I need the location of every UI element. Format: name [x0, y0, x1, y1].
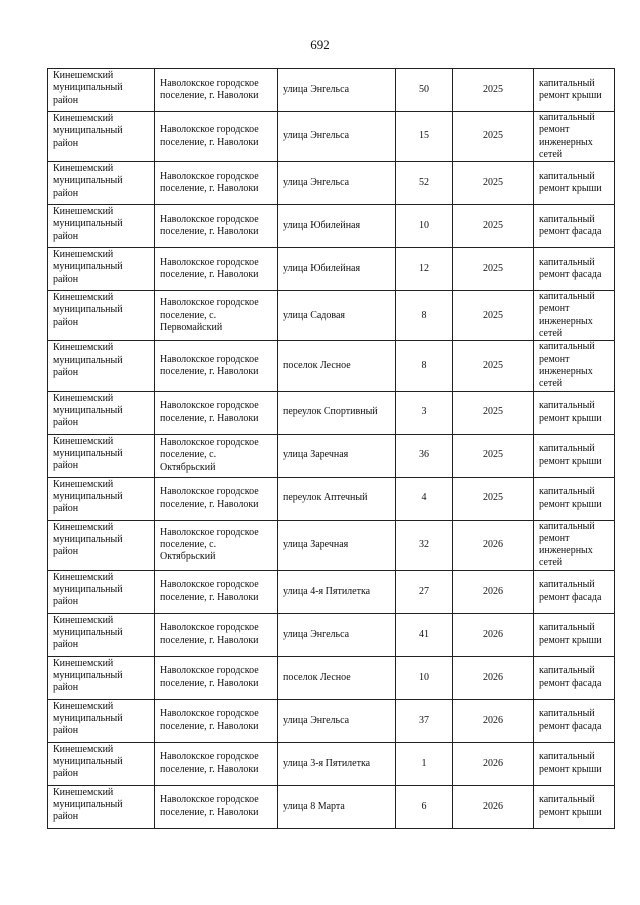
year-cell: 2025 — [453, 434, 534, 477]
table-row — [48, 391, 615, 434]
work-type-cell: капитальный ремонт инженерных сетей — [534, 520, 615, 570]
settlement-cell: Наволокское городское поселение, г. Наволоки — [155, 162, 278, 205]
house-number-cell: 8 — [396, 341, 453, 391]
work-type-cell: капитальный ремонт крыши — [534, 391, 615, 434]
table-row — [48, 656, 615, 699]
year-cell: 2026 — [453, 742, 534, 785]
work-type-cell: капитальный ремонт крыши — [534, 742, 615, 785]
table-body — [48, 69, 615, 829]
street-cell: улица 4-я Пятилетка — [278, 570, 396, 613]
street-cell: улица Энгельса — [278, 69, 396, 112]
year-cell: 2025 — [453, 162, 534, 205]
work-type-cell: капитальный ремонт фасада — [534, 205, 615, 248]
work-type-cell: капитальный ремонт фасада — [534, 699, 615, 742]
table-row — [48, 785, 615, 828]
settlement-cell: Наволокское городское поселение, г. Наволоки — [155, 341, 278, 391]
settlement-cell: Наволокское городское поселение, г. Наволоки — [155, 477, 278, 520]
street-cell: улица Юбилейная — [278, 205, 396, 248]
house-number-cell: 52 — [396, 162, 453, 205]
house-number-cell: 27 — [396, 570, 453, 613]
work-type-cell: капитальный ремонт инженерных сетей — [534, 341, 615, 391]
year-cell: 2026 — [453, 785, 534, 828]
table-row — [48, 477, 615, 520]
street-cell: улица Юбилейная — [278, 248, 396, 291]
table-row — [48, 699, 615, 742]
district-cell: Кинешемский муниципальный район — [48, 291, 155, 341]
table-row — [48, 69, 615, 112]
house-number-cell: 15 — [396, 112, 453, 162]
table-row — [48, 341, 615, 391]
house-number-cell: 6 — [396, 785, 453, 828]
year-cell: 2025 — [453, 248, 534, 291]
street-cell: поселок Лесное — [278, 656, 396, 699]
street-cell: улица 8 Марта — [278, 785, 396, 828]
district-cell: Кинешемский муниципальный район — [48, 162, 155, 205]
table-row — [48, 205, 615, 248]
district-cell: Кинешемский муниципальный район — [48, 477, 155, 520]
street-cell: улица Энгельса — [278, 162, 396, 205]
district-cell: Кинешемский муниципальный район — [48, 570, 155, 613]
district-cell: Кинешемский муниципальный район — [48, 112, 155, 162]
year-cell: 2025 — [453, 205, 534, 248]
house-number-cell: 37 — [396, 699, 453, 742]
work-type-cell: капитальный ремонт фасада — [534, 570, 615, 613]
house-number-cell: 3 — [396, 391, 453, 434]
year-cell: 2025 — [453, 291, 534, 341]
settlement-cell: Наволокское городское поселение, г. Наволоки — [155, 112, 278, 162]
year-cell: 2025 — [453, 341, 534, 391]
street-cell: улица Садовая — [278, 291, 396, 341]
settlement-cell: Наволокское городское поселение, г. Наволоки — [155, 205, 278, 248]
street-cell: улица Энгельса — [278, 112, 396, 162]
house-number-cell: 12 — [396, 248, 453, 291]
year-cell: 2025 — [453, 112, 534, 162]
house-number-cell: 1 — [396, 742, 453, 785]
settlement-cell: Наволокское городское поселение, г. Наволоки — [155, 613, 278, 656]
district-cell: Кинешемский муниципальный район — [48, 69, 155, 112]
settlement-cell: Наволокское городское поселение, г. Наволоки — [155, 656, 278, 699]
street-cell: улица Энгельса — [278, 613, 396, 656]
year-cell: 2025 — [453, 391, 534, 434]
house-number-cell: 10 — [396, 656, 453, 699]
settlement-cell: Наволокское городское поселение, г. Наволоки — [155, 699, 278, 742]
year-cell: 2025 — [453, 477, 534, 520]
street-cell: улица 3-я Пятилетка — [278, 742, 396, 785]
district-cell: Кинешемский муниципальный район — [48, 434, 155, 477]
district-cell: Кинешемский муниципальный район — [48, 699, 155, 742]
street-cell: переулок Спортивный — [278, 391, 396, 434]
year-cell: 2026 — [453, 656, 534, 699]
house-number-cell: 36 — [396, 434, 453, 477]
table-row — [48, 742, 615, 785]
year-cell: 2026 — [453, 570, 534, 613]
street-cell: поселок Лесное — [278, 341, 396, 391]
housing-repair-table — [47, 68, 615, 829]
district-cell: Кинешемский муниципальный район — [48, 205, 155, 248]
house-number-cell: 4 — [396, 477, 453, 520]
table-row — [48, 112, 615, 162]
house-number-cell: 32 — [396, 520, 453, 570]
work-type-cell: капитальный ремонт крыши — [534, 613, 615, 656]
street-cell: улица Энгельса — [278, 699, 396, 742]
house-number-cell: 50 — [396, 69, 453, 112]
year-cell: 2026 — [453, 613, 534, 656]
work-type-cell: капитальный ремонт крыши — [534, 434, 615, 477]
work-type-cell: капитальный ремонт крыши — [534, 162, 615, 205]
street-cell: переулок Аптечный — [278, 477, 396, 520]
house-number-cell: 41 — [396, 613, 453, 656]
district-cell: Кинешемский муниципальный район — [48, 248, 155, 291]
house-number-cell: 8 — [396, 291, 453, 341]
street-cell: улица Заречная — [278, 520, 396, 570]
settlement-cell: Наволокское городское поселение, г. Наволоки — [155, 391, 278, 434]
page-number: 692 — [310, 37, 330, 52]
work-type-cell: капитальный ремонт крыши — [534, 477, 615, 520]
settlement-cell: Наволокское городское поселение, г. Наволоки — [155, 248, 278, 291]
table-row — [48, 613, 615, 656]
district-cell: Кинешемский муниципальный район — [48, 341, 155, 391]
table-row — [48, 291, 615, 341]
district-cell: Кинешемский муниципальный район — [48, 391, 155, 434]
district-cell: Кинешемский муниципальный район — [48, 520, 155, 570]
table-row — [48, 520, 615, 570]
settlement-cell: Наволокское городское поселение, с. Октябрьский — [155, 434, 278, 477]
table-row — [48, 162, 615, 205]
district-cell: Кинешемский муниципальный район — [48, 613, 155, 656]
district-cell: Кинешемский муниципальный район — [48, 742, 155, 785]
work-type-cell: капитальный ремонт инженерных сетей — [534, 291, 615, 341]
settlement-cell: Наволокское городское поселение, г. Наволоки — [155, 69, 278, 112]
settlement-cell: Наволокское городское поселение, г. Наволоки — [155, 570, 278, 613]
table-row — [48, 434, 615, 477]
year-cell: 2026 — [453, 520, 534, 570]
district-cell: Кинешемский муниципальный район — [48, 785, 155, 828]
year-cell: 2026 — [453, 699, 534, 742]
work-type-cell: капитальный ремонт фасада — [534, 248, 615, 291]
work-type-cell: капитальный ремонт крыши — [534, 69, 615, 112]
work-type-cell: капитальный ремонт фасада — [534, 656, 615, 699]
settlement-cell: Наволокское городское поселение, г. Наволоки — [155, 742, 278, 785]
street-cell: улица Заречная — [278, 434, 396, 477]
settlement-cell: Наволокское городское поселение, с. Октябрьский — [155, 520, 278, 570]
work-type-cell: капитальный ремонт инженерных сетей — [534, 112, 615, 162]
settlement-cell: Наволокское городское поселение, с. Первомайский — [155, 291, 278, 341]
table-row — [48, 248, 615, 291]
settlement-cell: Наволокское городское поселение, г. Наволоки — [155, 785, 278, 828]
table-row — [48, 570, 615, 613]
district-cell: Кинешемский муниципальный район — [48, 656, 155, 699]
year-cell: 2025 — [453, 69, 534, 112]
house-number-cell: 10 — [396, 205, 453, 248]
work-type-cell: капитальный ремонт крыши — [534, 785, 615, 828]
